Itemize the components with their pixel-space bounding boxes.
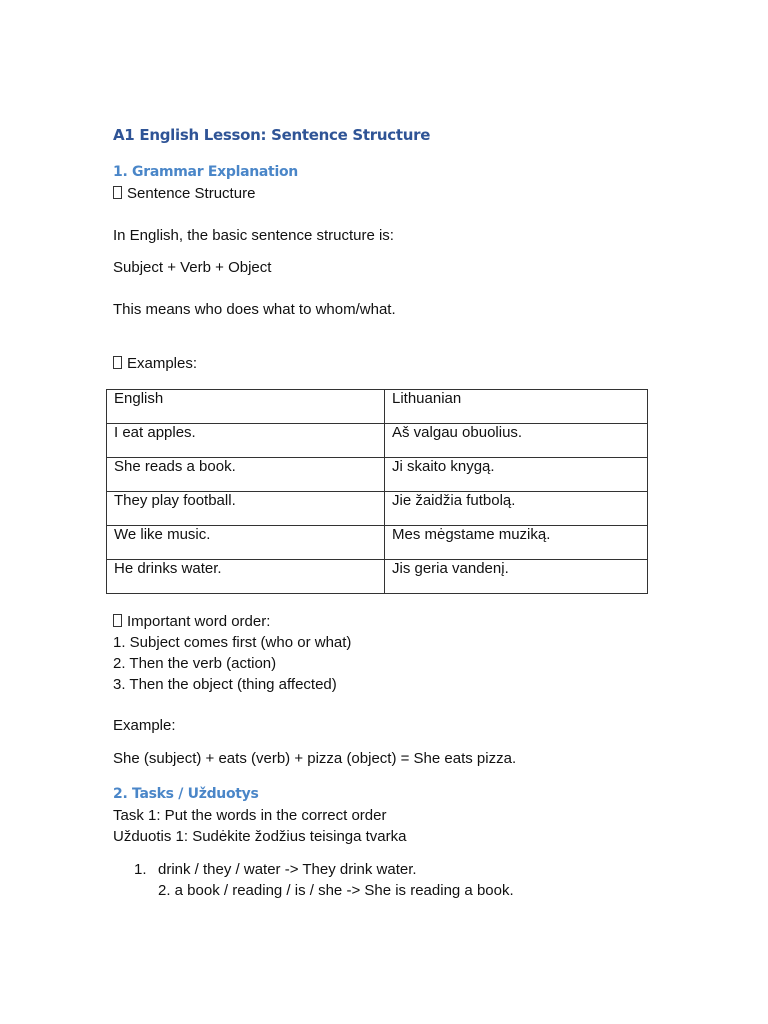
table-row bbox=[107, 526, 648, 560]
table-cell-lithuanian: Aš valgau obuolius. bbox=[385, 424, 648, 458]
list-item bbox=[158, 881, 514, 901]
list-item bbox=[134, 860, 417, 880]
word-order-label bbox=[113, 612, 270, 632]
table-row bbox=[107, 424, 648, 458]
subheading-sentence-structure bbox=[113, 184, 255, 204]
missing-glyph-icon bbox=[113, 186, 122, 199]
table-cell-lithuanian: Jis geria vandenį. bbox=[385, 560, 648, 594]
list-item-number: 1. bbox=[134, 861, 147, 878]
table-cell-lithuanian: Jie žaidžia futbolą. bbox=[385, 492, 648, 526]
examples-label-text: Examples: bbox=[127, 355, 198, 372]
example-label: Example: bbox=[113, 717, 176, 734]
word-order-item: 3. Then the object (thing affected) bbox=[113, 676, 337, 693]
list-item-text: 2. a book / reading / is / she -> She is reading a book. bbox=[158, 882, 514, 899]
intro-text: In English, the basic sentence structure is: bbox=[113, 227, 394, 244]
table-cell-lithuanian: Mes mėgstame muziką. bbox=[385, 526, 648, 560]
examples-table bbox=[106, 389, 648, 594]
structure-formula: Subject + Verb + Object bbox=[113, 259, 272, 276]
table-header-row bbox=[107, 390, 648, 424]
word-order-item: 1. Subject comes first (who or what) bbox=[113, 634, 352, 651]
example-sentence: She (subject) + eats (verb) + pizza (object) = She eats pizza. bbox=[113, 750, 517, 767]
task1-instruction-en: Task 1: Put the words in the correct order bbox=[113, 807, 387, 824]
table-cell-english: He drinks water. bbox=[107, 560, 385, 594]
table-cell-english: We like music. bbox=[107, 526, 385, 560]
examples-label bbox=[113, 354, 197, 374]
table-row bbox=[107, 560, 648, 594]
subheading-text: Sentence Structure bbox=[127, 185, 256, 202]
list-item-text: drink / they / water -> They drink water. bbox=[158, 861, 417, 878]
word-order-label-text: Important word order: bbox=[127, 613, 271, 630]
word-order-item: 2. Then the verb (action) bbox=[113, 655, 277, 672]
task1-instruction-lt: Užduotis 1: Sudėkite žodžius teisinga tvarka bbox=[113, 828, 407, 845]
section-heading-tasks: 2. Tasks / Užduotys bbox=[113, 786, 259, 802]
table-cell-english: They play football. bbox=[107, 492, 385, 526]
missing-glyph-icon bbox=[113, 356, 122, 369]
table-cell-english: I eat apples. bbox=[107, 424, 385, 458]
meaning-text: This means who does what to whom/what. bbox=[113, 301, 396, 318]
table-row bbox=[107, 458, 648, 492]
table-row bbox=[107, 492, 648, 526]
section-heading-grammar: 1. Grammar Explanation bbox=[113, 164, 298, 180]
table-cell-lithuanian: Ji skaito knygą. bbox=[385, 458, 648, 492]
table-cell-english: She reads a book. bbox=[107, 458, 385, 492]
column-header-english: English bbox=[107, 390, 385, 424]
missing-glyph-icon bbox=[113, 614, 122, 627]
column-header-lithuanian: Lithuanian bbox=[385, 390, 648, 424]
document-title: A1 English Lesson: Sentence Structure bbox=[113, 126, 431, 144]
